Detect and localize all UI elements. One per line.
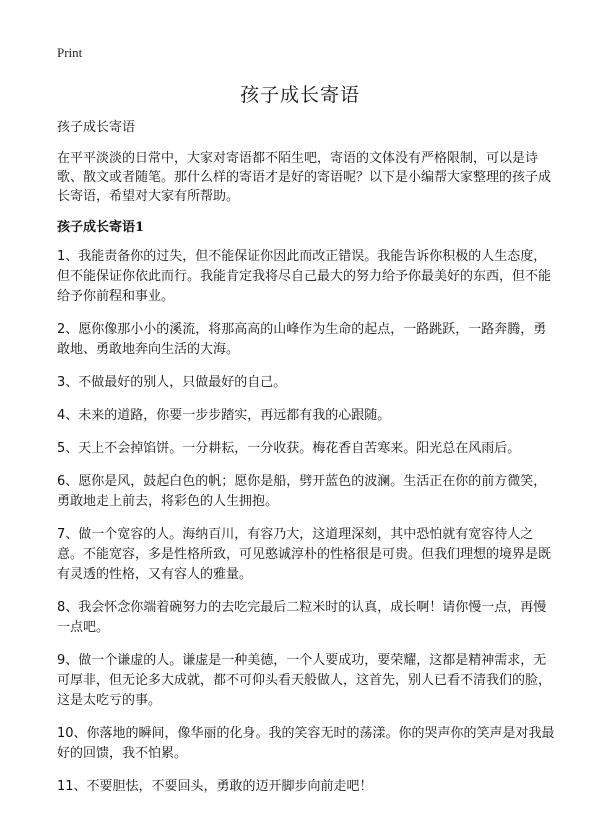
list-item: 1、我能责备你的过失，但不能保证你因此而改正错误。我能告诉你积极的人生态度，但不能保证你依此而行。我能肯定我将尽自己最大的努力给予你最美好的东西，但不能给予你前程和事业。 [57,249,552,304]
list-item: 4、未来的道路，你要一步步踏实，再远都有我的心跟随。 [57,408,391,423]
list-item: 7、做一个宽容的人。海纳百川，有容乃大，这道理深刻，其中恐怕就有宽容待人之意。不能宽容，多是性格所致，可见憨诚淳朴的性格很是可贵。但我们理想的境界是既有灵透的性格，又有容人的雅量。 [57,527,552,582]
document-body [57,118,557,810]
list-item: 8、我会怀念你端着碗努力的去吃完最后二粒米时的认真，成长啊！请你慢一点，再慢一点吧。 [57,600,547,635]
list-item: 11、不要胆怯，不要回头，勇敢的迈开脚步向前走吧！ [57,779,373,794]
section-heading: 孩子成长寄语1 [57,220,145,235]
document-subtitle: 孩子成长寄语 [57,120,136,135]
list-item: 6、愿你是风，鼓起白色的帆；愿你是船，劈开蓝色的波澜。生活正在你的前方微笑，勇敢地走上前去，将彩色的人生拥抱。 [57,474,547,509]
list-item: 10、你落地的瞬间，像华丽的化身。我的笑容无时的荡漾。你的哭声你的笑声是对我最好的回馈，我不怕累。 [57,726,555,761]
print-link[interactable]: Print [57,45,83,60]
list-item: 5、天上不会掉馅饼。一分耕耘，一分收获。梅花香自苦寒来。阳光总在风雨后。 [57,441,521,456]
intro-paragraph: 在平平淡淡的日常中，大家对寄语都不陌生吧，寄语的文体没有严格限制，可以是诗歌、散文或者随笔。那什么样的寄语才是好的寄语呢？以下是小编帮大家整理的孩子成长寄语，希望对大家有所帮助。 [57,151,552,204]
list-item: 9、做一个谦虚的人。谦虚是一种美德，一个人要成功，要荣耀，这都是精神需求，无可厚非，但无论多大成就，都不可仰头看天般做人，这首先，别人已看不清我们的脸，这是太吃亏的事。 [57,653,552,708]
page-title: 孩子成长寄语 [239,84,360,106]
list-item: 3、不做最好的别人，只做最好的自己。 [57,375,287,390]
list-item: 2、愿你像那小小的溪流，将那高高的山峰作为生命的起点，一路跳跃，一路奔腾，勇敢地、勇敢地奔向生活的大海。 [57,322,547,357]
